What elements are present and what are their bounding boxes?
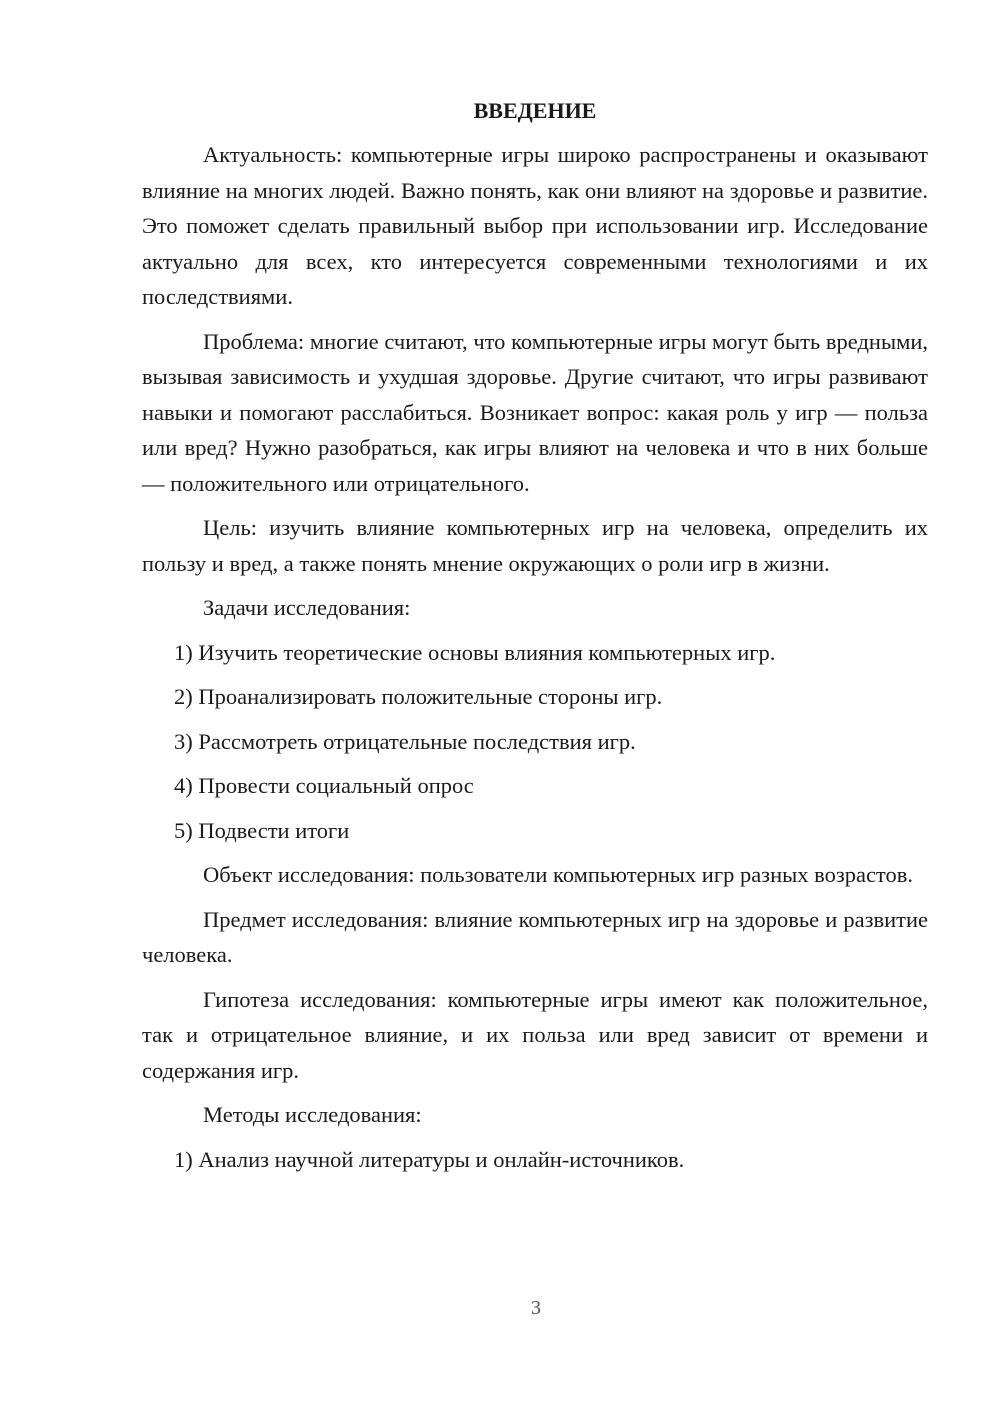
object-paragraph: Объект исследования: пользователи компьютерных игр разных возрастов. — [203, 862, 913, 887]
page-title: ВВЕДЕНИЕ — [473, 98, 597, 123]
document-page — [142, 92, 928, 1186]
list-item: 3) Рассмотреть отрицательные последствия игр. — [174, 728, 636, 754]
list-item: 4) Провести социальный опрос — [174, 773, 474, 798]
subject-paragraph: Предмет исследования: влияние компьютерных игр на здоровье и развитие человека. — [142, 906, 928, 967]
relevance-paragraph: Актуальность: компьютерные игры широко распространены и оказывают влияние на многих людей. Важно понять, как они влияют на здоровье и развитие. Это поможет сделать правильный выбор при использовании игр. Исследование актуально для всех, кто интересуется современными технологиями и их последствиями. — [142, 142, 928, 309]
list-item: 2) Проанализировать положительные стороны игр. — [174, 684, 663, 709]
list-item: 1) Анализ научной литературы и онлайн-источников. — [174, 1146, 685, 1172]
tasks-heading: Задачи исследования: — [203, 595, 411, 620]
list-item: 5) Подвести итоги — [174, 817, 350, 843]
methods-list — [142, 1142, 928, 1178]
tasks-list — [142, 635, 928, 849]
goal-paragraph: Цель: изучить влияние компьютерных игр на человека, определить их пользу и вред, а также понять мнение окружающих о роли игр в жизни. — [142, 515, 928, 576]
list-item: 1) Изучить теоретические основы влияния компьютерных игр. — [174, 639, 776, 665]
hypothesis-paragraph: Гипотеза исследования: компьютерные игры имеют как положительное, так и отрицательное влияние, и их польза или вред зависит от времени и содержания игр. — [142, 986, 928, 1083]
page-number: 3 — [531, 1297, 541, 1319]
methods-heading: Методы исследования: — [203, 1102, 422, 1127]
problem-paragraph: Проблема: многие считают, что компьютерные игры могут быть вредными, вызывая зависимость и ухудшая здоровье. Другие считают, что игры развивают навыки и помогают расслабиться. Возникает вопрос: какая роль у игр — польза или вред? Нужно разобраться, как игры влияют на человека и что в них больше — положительного или отрицательного. — [142, 328, 928, 496]
